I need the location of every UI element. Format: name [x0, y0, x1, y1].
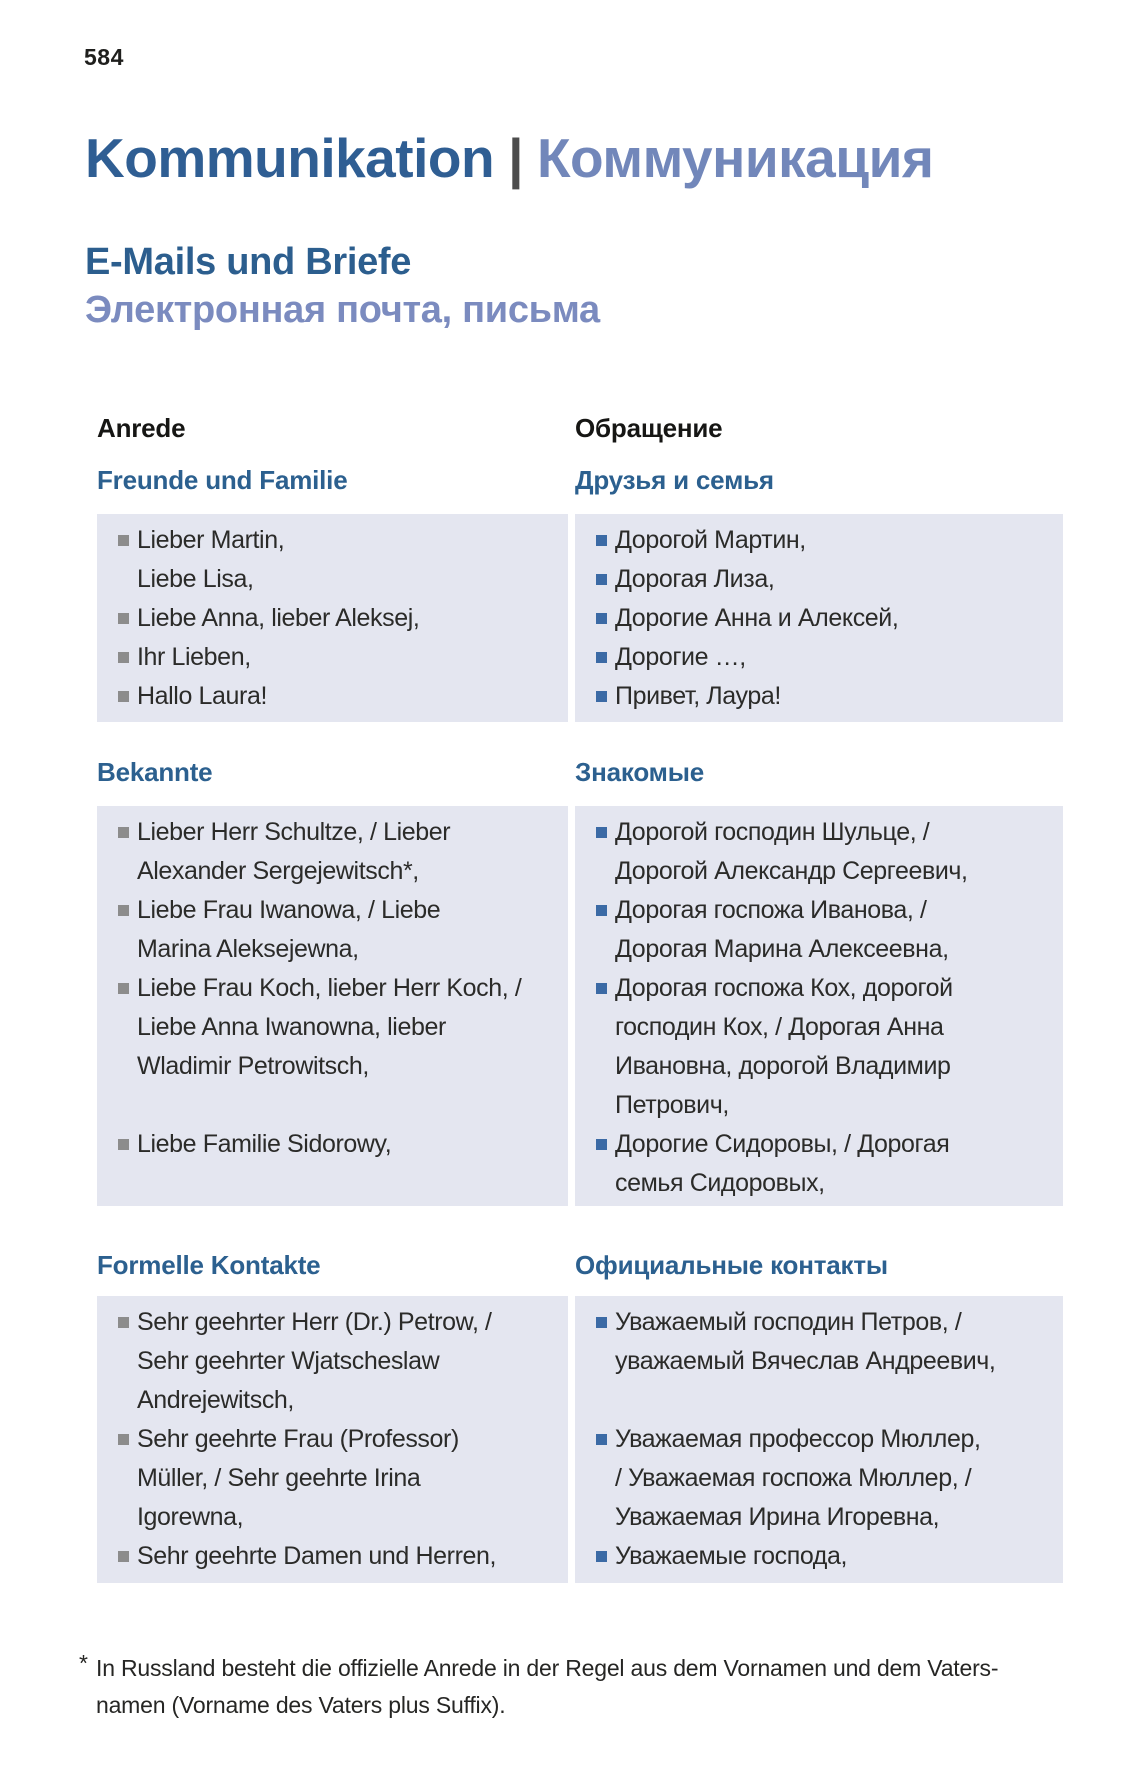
bullet-square-icon: [596, 691, 607, 702]
bullet-square-icon: [118, 1551, 129, 1562]
phrase-line: [575, 852, 1063, 891]
phrase-text: Liebe Anna, lieber Aleksej,: [137, 604, 420, 632]
bullet-square-icon: [596, 1434, 607, 1445]
phrase-line: [97, 852, 568, 891]
phrase-line: [575, 813, 1063, 852]
phrase-line: [97, 1381, 568, 1420]
bullet-square-icon: [596, 613, 607, 624]
phrase-text: Alexander Sergejewitsch*,: [137, 857, 419, 885]
phrase-text: Liebe Frau Iwanowa, / Liebe: [137, 896, 441, 924]
bullet-square-icon: [118, 1434, 129, 1445]
phrase-line: [97, 677, 568, 716]
phrase-line: [97, 1537, 568, 1576]
section-heading-acquaintances-german: Bekannte: [97, 757, 213, 787]
phrase-text: Уважаемые господа,: [615, 1542, 848, 1570]
phrase-line: [575, 1125, 1063, 1164]
phrase-line: [97, 1420, 568, 1459]
phrase-line: [575, 891, 1063, 930]
bullet-square-icon: [596, 574, 607, 585]
section-heading-acquaintances-russian: Знакомые: [575, 757, 704, 787]
phrase-text: Hallo Laura!: [137, 682, 268, 710]
phrase-line: [575, 930, 1063, 969]
phrase-text: господин Кох, / Дорогая Анна: [615, 1013, 944, 1041]
bullet-square-icon: [118, 905, 129, 916]
subtitle-german: E-Mails und Briefe: [85, 241, 412, 283]
footnote-marker: *: [79, 1650, 88, 1676]
phrase-line: [97, 1047, 568, 1086]
bullet-square-icon: [596, 535, 607, 546]
phrase-text: Дорогой Мартин,: [615, 526, 806, 554]
phrase-text: Дорогой господин Шульце, /: [615, 818, 930, 846]
phrase-text: Liebe Lisa,: [137, 565, 254, 593]
bullet-square-icon: [596, 1551, 607, 1562]
phrase-text: Liebe Anna Iwanowna, lieber: [137, 1013, 446, 1041]
phrase-box-acquaintances-german: [97, 806, 568, 1206]
phrase-text: Дорогие …,: [615, 643, 746, 671]
phrase-line: [575, 638, 1063, 677]
section-heading-formal-russian: Официальные контакты: [575, 1250, 888, 1280]
phrase-text: Lieber Herr Schultze, / Lieber: [137, 818, 451, 846]
phrase-text: Sehr geehrte Frau (Professor): [137, 1425, 459, 1453]
phrase-line: [97, 521, 568, 560]
phrase-line: [97, 638, 568, 677]
page-title: [85, 126, 934, 190]
section-heading-formal-german: Formelle Kontakte: [97, 1250, 321, 1280]
phrase-text: Дорогая Лиза,: [615, 565, 775, 593]
footnote-line: namen (Vorname des Vaters plus Suffix).: [96, 1692, 506, 1718]
phrase-line: [575, 521, 1063, 560]
phrase-line: [97, 1498, 568, 1537]
bullet-square-icon: [118, 691, 129, 702]
phrase-text: Marina Aleksejewna,: [137, 935, 359, 963]
section-heading-friends-russian: Друзья и семья: [575, 465, 774, 495]
phrase-text: Sehr geehrter Wjatscheslaw: [137, 1347, 440, 1375]
phrase-text: Ивановна, дорогой Владимир: [615, 1052, 951, 1080]
phrase-text: Уважаемый господин Петров, /: [615, 1308, 962, 1336]
phrase-line: [575, 1420, 1063, 1459]
phrase-text: семья Сидоровых,: [615, 1169, 825, 1197]
phrase-text: Дорогая Марина Алексеевна,: [615, 935, 949, 963]
phrase-line: [575, 1498, 1063, 1537]
section-heading-friends-german: Freunde und Familie: [97, 465, 348, 495]
phrase-box-formal-german: [97, 1296, 568, 1583]
phrase-box-acquaintances-russian: [575, 806, 1063, 1206]
phrase-text: Sehr geehrte Damen und Herren,: [137, 1542, 497, 1570]
phrase-line-spacer: [97, 1086, 568, 1125]
footnote-text: [96, 1650, 1036, 1724]
subtitle-russian: Электронная почта, письма: [85, 289, 600, 331]
bullet-square-icon: [596, 905, 607, 916]
phrase-line: [97, 560, 568, 599]
phrase-line: [575, 1047, 1063, 1086]
phrase-text: / Уважаемая госпожа Мюллер, /: [615, 1464, 972, 1492]
phrase-line: [575, 969, 1063, 1008]
title-german: Kommunikation: [85, 127, 495, 189]
phrase-text: Sehr geehrter Herr (Dr.) Petrow, /: [137, 1308, 492, 1336]
phrase-line: [575, 677, 1063, 716]
phrase-line: [97, 1459, 568, 1498]
phrase-text: Liebe Familie Sidorowy,: [137, 1130, 392, 1158]
phrase-list: [97, 521, 568, 716]
phrase-line: [97, 813, 568, 852]
phrase-text: Уважаемая Ирина Игоревна,: [615, 1503, 940, 1531]
phrase-line: [575, 1086, 1063, 1125]
phrase-text: Müller, / Sehr geehrte Irina: [137, 1464, 421, 1492]
phrase-line: [97, 1008, 568, 1047]
phrase-list: [575, 813, 1063, 1203]
phrase-list: [575, 1303, 1063, 1576]
phrase-text: Lieber Martin,: [137, 526, 285, 554]
phrase-text: Уважаемая профессор Мюллер,: [615, 1425, 981, 1453]
title-separator: |: [508, 127, 523, 189]
phrase-list: [575, 521, 1063, 716]
phrase-box-formal-russian: [575, 1296, 1063, 1583]
phrase-line: [97, 930, 568, 969]
phrase-list: [97, 1303, 568, 1576]
phrase-line: [575, 1008, 1063, 1047]
phrase-text: Liebe Frau Koch, lieber Herr Koch, /: [137, 974, 522, 1002]
bullet-square-icon: [118, 1317, 129, 1328]
phrase-text: Дорогой Александр Сергеевич,: [615, 857, 968, 885]
phrase-text: Дорогие Сидоровы, / Дорогая: [615, 1130, 950, 1158]
phrase-text: Привет, Лаура!: [615, 682, 781, 710]
bullet-square-icon: [118, 613, 129, 624]
phrase-text: Петрович,: [615, 1091, 729, 1119]
bullet-square-icon: [596, 1139, 607, 1150]
column-header-german: Anrede: [97, 413, 186, 443]
phrase-line: [575, 1537, 1063, 1576]
bullet-square-icon: [596, 983, 607, 994]
phrase-text: Дорогая госпожа Кох, дорогой: [615, 974, 953, 1002]
phrase-line: [97, 1303, 568, 1342]
bullet-square-icon: [118, 1139, 129, 1150]
bullet-square-icon: [118, 983, 129, 994]
phrase-box-friends-russian: [575, 514, 1063, 722]
phrase-line: [97, 599, 568, 638]
phrase-text: Дорогие Анна и Алексей,: [615, 604, 899, 632]
phrase-text: Wladimir Petrowitsch,: [137, 1052, 369, 1080]
phrase-text: Igorewna,: [137, 1503, 244, 1531]
phrase-text: уважаемый Вячеслав Андреевич,: [615, 1347, 996, 1375]
footnote-line: In Russland besteht die offizielle Anrede in der Regel aus dem Vornamen und dem Vaters-: [96, 1655, 999, 1681]
phrase-line: [575, 1459, 1063, 1498]
bullet-square-icon: [596, 1317, 607, 1328]
phrase-line: [575, 560, 1063, 599]
phrase-line: [97, 1342, 568, 1381]
phrase-list: [97, 813, 568, 1164]
page-number: 584: [84, 44, 124, 70]
phrase-line: [575, 599, 1063, 638]
phrase-text: Дорогая госпожа Иванова, /: [615, 896, 927, 924]
phrase-line: [97, 969, 568, 1008]
phrase-text: Andrejewitsch,: [137, 1386, 294, 1414]
column-header-russian: Обращение: [575, 413, 723, 443]
phrase-line: [575, 1164, 1063, 1203]
bullet-square-icon: [596, 652, 607, 663]
bullet-square-icon: [118, 652, 129, 663]
bullet-square-icon: [118, 535, 129, 546]
phrase-line: [97, 1125, 568, 1164]
phrase-box-friends-german: [97, 514, 568, 722]
title-russian: Коммуникация: [536, 127, 934, 189]
bullet-square-icon: [118, 827, 129, 838]
phrase-line: [97, 891, 568, 930]
phrase-line: [575, 1342, 1063, 1381]
bullet-square-icon: [596, 827, 607, 838]
phrase-text: Ihr Lieben,: [137, 643, 251, 671]
phrase-line-spacer: [575, 1381, 1063, 1420]
phrase-line: [575, 1303, 1063, 1342]
